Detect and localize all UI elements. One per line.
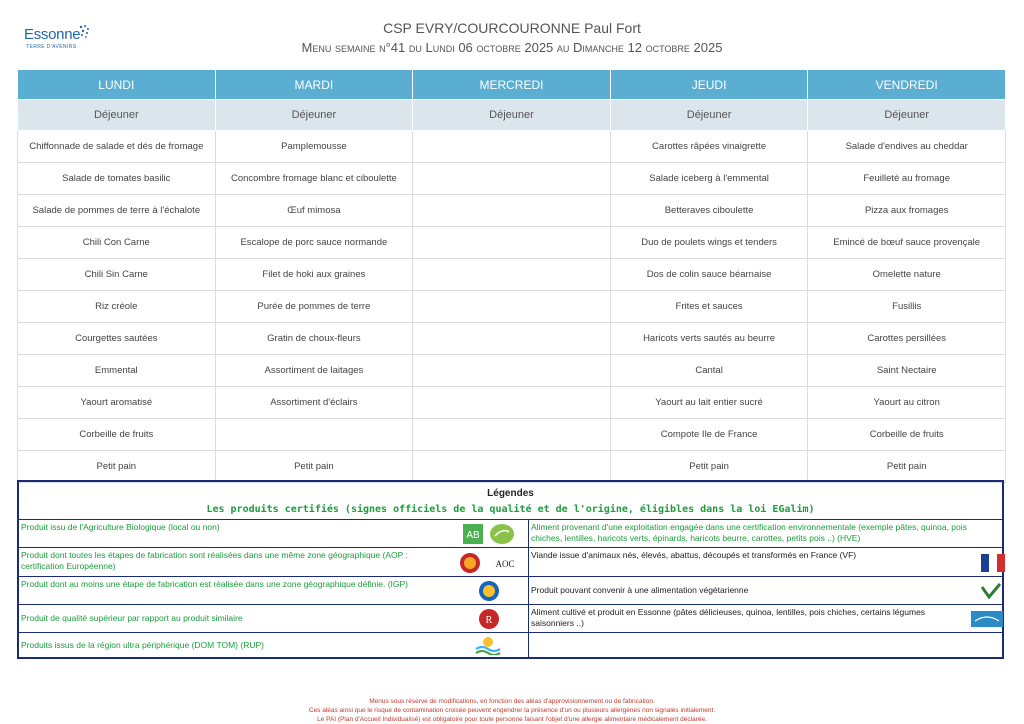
dish-cell: Petit pain [18,451,216,483]
dish-cell: Saint Nectaire [808,355,1006,387]
legend-hve: Aliment provenant d'une exploitation engagée dans une certification environnementale (exemple pâtes, quinoa, pois chiches, lentilles, haricots verts, épinards, haricots beurre, carottes, petits pois ..) (HVE) [531,522,967,543]
legend-row [19,632,1002,658]
dish-cell: Chiffonnade de salade et dés de fromage [18,131,216,163]
dish-cell: Filet de hoki aux graines [215,259,413,291]
day-header: MARDI [215,70,413,100]
ab-bio-icon [463,524,483,544]
igp-icon [478,580,500,602]
essonne-product-icon [971,611,1003,627]
dish-cell [413,419,611,451]
dish-row [18,323,1006,355]
dish-cell: Petit pain [808,451,1006,483]
footer-line-1: Menus sous réserve de modifications, en fonction des aléas d'approvisionnement ou de fabrication. [369,698,655,705]
label-rouge-icon [478,608,500,630]
legend-box [17,480,1004,659]
dish-cell: Emincé de bœuf sauce provençale [808,227,1006,259]
logo-tagline: TERRE D'AVENIRS [26,44,77,50]
dish-row [18,451,1006,483]
dish-cell: Corbeille de fruits [18,419,216,451]
aop-icon [459,552,481,574]
day-header-row [18,70,1006,100]
dish-cell: Betteraves ciboulette [610,195,808,227]
dish-cell: Salade de tomates basilic [18,163,216,195]
dish-cell [413,291,611,323]
legend-igp: Produit dont au moins une étape de fabrication est réalisée dans une zone géographique définie. (IGP) [21,579,409,589]
legend-rup: Produits issus de la région ultra périphérique (DOM TOM) (RUP) [21,640,264,650]
dish-cell: Pizza aux fromages [808,195,1006,227]
aoc-label: AOC [495,559,515,569]
day-header: VENDREDI [808,70,1006,100]
dish-cell [413,355,611,387]
legend-essonne: Aliment cultivé et produit en Essonne (pâtes délicieuses, quinoa, lentilles, pois chiches, certains légumes saisonniers ..) [531,607,926,628]
dish-cell: Corbeille de fruits [808,419,1006,451]
dish-cell: Œuf mimosa [215,195,413,227]
legend-title: Légendes [487,488,534,499]
viande-france-icon [981,554,1005,572]
dish-cell: Carottes persillées [808,323,1006,355]
legend-aop: Produit dont toutes les étapes de fabrication sont réalisées dans une même zone géographique (AOP : certification Européenne) [21,550,408,571]
dish-cell: Feuilleté au fromage [808,163,1006,195]
dish-cell [413,387,611,419]
dish-cell: Gratin de choux-fleurs [215,323,413,355]
rup-icon [475,635,501,655]
menu-table [17,69,1006,483]
dish-cell: Yaourt au lait entier sucré [610,387,808,419]
legend-label-rouge: Produit de qualité supérieur par rapport au produit similaire [21,613,243,623]
meal-label: Déjeuner [610,100,808,131]
dish-cell: Cantal [610,355,808,387]
footer-line-2: Ces aléas ainsi que le risque de contamination croisée peuvent engendrer la présence d'un ou plusieurs allergènes non signalés initialement. [308,707,716,714]
meal-label: Déjeuner [413,100,611,131]
dish-cell: Yaourt aromatisé [18,387,216,419]
dish-cell: Concombre fromage blanc et ciboulette [215,163,413,195]
legend-row [19,604,1002,633]
dish-cell: Courgettes sautées [18,323,216,355]
dish-cell: Assortiment d'éclairs [215,387,413,419]
day-header: JEUDI [610,70,808,100]
dish-cell: Riz créole [18,291,216,323]
dish-cell: Salade de pommes de terre à l'échalote [18,195,216,227]
legend-vegetarian: Produit pouvant convenir à une alimentation végétarienne [531,585,749,595]
dish-row [18,163,1006,195]
label-rouge-letter: R [485,615,493,626]
dish-cell: Escalope de porc sauce normande [215,227,413,259]
dish-cell: Emmental [18,355,216,387]
meal-row [18,100,1006,131]
footer-line-3: Le PAI (Plan d'Accueil Individualisé) est obligatoire pour toute personne faisant l'objet d'une allergie alimentaire médicalement déclarée. [317,716,707,723]
dish-cell: Compote Ile de France [610,419,808,451]
dish-cell: Duo de poulets wings et tenders [610,227,808,259]
dish-cell: Assortiment de laitages [215,355,413,387]
ab-label: AB [466,530,480,541]
dish-cell: Salade d'endives au cheddar [808,131,1006,163]
dish-cell [413,259,611,291]
dish-cell [413,323,611,355]
dish-cell [215,419,413,451]
page-subtitle: Menu semaine n°41 du Lundi 06 octobre 2025 au Dimanche 12 octobre 2025 [301,40,723,55]
meal-label: Déjeuner [215,100,413,131]
dish-cell: Carottes râpées vinaigrette [610,131,808,163]
legend-bio: Produit issu de l'Agriculture Biologique (local ou non) [21,522,220,532]
dish-cell: Purée de pommes de terre [215,291,413,323]
dish-cell: Omelette nature [808,259,1006,291]
dish-cell: Fusillis [808,291,1006,323]
page-title: CSP EVRY/COURCOURONNE Paul Fort [383,20,641,36]
dish-row [18,195,1006,227]
legend-subtitle: Les produits certifiés (signes officiels de la qualité et de l'origine, éligibles dans la loi EGalim) [206,504,815,515]
meal-label: Déjeuner [808,100,1006,131]
dish-cell: Haricots verts sautés au beurre [610,323,808,355]
dish-cell: Yaourt au citron [808,387,1006,419]
dish-cell: Chili Sin Carne [18,259,216,291]
dish-cell: Petit pain [610,451,808,483]
legend-row [19,547,1002,577]
legend-row [19,519,1002,548]
meal-label: Déjeuner [18,100,216,131]
vegetarian-check-icon [981,583,1001,599]
dish-cell [413,227,611,259]
eu-bio-icon [489,523,515,545]
dish-cell [413,195,611,227]
dish-cell: Chili Con Carne [18,227,216,259]
dish-cell [413,131,611,163]
day-header: LUNDI [18,70,216,100]
dish-cell: Dos de colin sauce béarnaise [610,259,808,291]
dish-row [18,259,1006,291]
legend-row [19,576,1002,605]
dish-cell: Salade iceberg à l'emmental [610,163,808,195]
legend-vf: Viande issue d'animaux nés, élevés, abattus, découpés et transformés en France (VF) [531,550,857,560]
dish-row [18,355,1006,387]
dish-cell [413,451,611,483]
dish-row [18,227,1006,259]
dish-cell: Pamplemousse [215,131,413,163]
dish-cell: Petit pain [215,451,413,483]
aoc-icon [493,552,517,574]
dish-cell: Frites et sauces [610,291,808,323]
dish-row [18,291,1006,323]
dish-row [18,387,1006,419]
logo-word: Essonne [24,26,81,43]
day-header: MERCREDI [413,70,611,100]
dish-row [18,131,1006,163]
dish-cell [413,163,611,195]
dish-row [18,419,1006,451]
